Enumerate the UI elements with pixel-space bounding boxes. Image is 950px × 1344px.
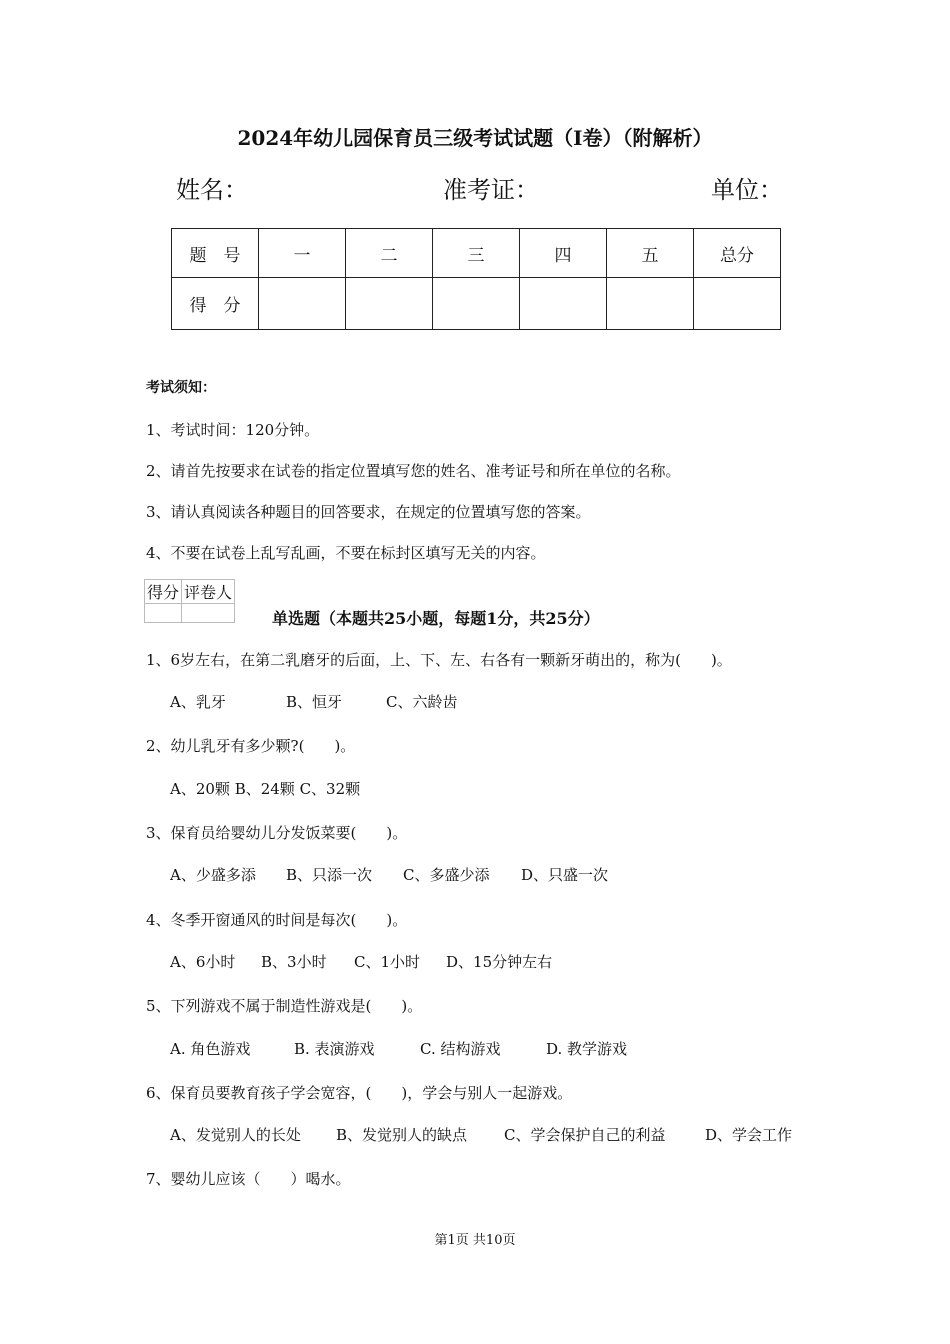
- question-options: [170, 1124, 792, 1145]
- grader-label: 评卷人: [182, 580, 235, 604]
- header-cell: 题 号: [172, 229, 259, 278]
- question-options: [170, 951, 552, 972]
- score-table-header-row: [172, 229, 781, 278]
- row-label: 得 分: [172, 278, 259, 330]
- header-cell: 总分: [694, 229, 781, 278]
- notice-item: 1、考试时间：120分钟。: [146, 421, 320, 439]
- question-text: 4、冬季开窗通风的时间是每次( )。: [146, 911, 408, 929]
- score-cell[interactable]: [694, 278, 781, 330]
- page-title: 2024年幼儿园保育员三级考试试题（I卷）（附解析）: [237, 126, 713, 150]
- option: B、发觉别人的缺点: [336, 1126, 468, 1144]
- notice-heading: 考试须知：: [146, 380, 216, 396]
- option: A. 角色游戏: [170, 1040, 251, 1058]
- option: A、发觉别人的长处: [170, 1126, 301, 1144]
- header-cell: 三: [433, 229, 520, 278]
- score-cell[interactable]: [346, 278, 433, 330]
- option: D、15分钟左右: [446, 953, 553, 971]
- page-footer: 第1页 共10页: [434, 1233, 516, 1248]
- option: D. 教学游戏: [546, 1040, 628, 1058]
- notice-item: 4、不要在试卷上乱写乱画，不要在标封区填写无关的内容。: [146, 544, 546, 562]
- question-text: 1、6岁左右，在第二乳磨牙的后面，上、下、左、右各有一颗新牙萌出的，称为( )。: [146, 651, 732, 669]
- option: A、少盛多添: [170, 866, 256, 884]
- score-cell[interactable]: [520, 278, 607, 330]
- exam-id-label: 准考证：: [443, 176, 539, 204]
- option: C、学会保护自己的利益: [504, 1126, 666, 1144]
- score-cell[interactable]: [607, 278, 694, 330]
- question-text: 5、下列游戏不属于制造性游戏是( )。: [146, 997, 423, 1015]
- score-cell[interactable]: [433, 278, 520, 330]
- score-cell[interactable]: [259, 278, 346, 330]
- grader-score-label: 得分: [145, 580, 182, 604]
- question-options: [170, 778, 360, 799]
- header-cell: 五: [607, 229, 694, 278]
- question-options: [170, 1038, 627, 1059]
- option: C、1小时: [354, 953, 421, 971]
- grader-name-cell[interactable]: [182, 604, 235, 623]
- option: C. 结构游戏: [420, 1040, 501, 1058]
- question-text: 2、幼儿乳牙有多少颗?( )。: [146, 737, 356, 755]
- question-text: 7、婴幼儿应该（ ）喝水。: [146, 1170, 351, 1188]
- option: B、只添一次: [286, 866, 373, 884]
- option: B、3小时: [261, 953, 327, 971]
- option: D、学会工作: [705, 1126, 793, 1144]
- option: B. 表演游戏: [294, 1040, 375, 1058]
- score-table-score-row: [172, 278, 781, 330]
- grader-box: [144, 579, 235, 623]
- section-title: 单选题（本题共25小题，每题1分，共25分）: [272, 609, 600, 628]
- question-options: [170, 864, 608, 885]
- option: A、乳牙: [170, 693, 226, 711]
- score-table: [171, 228, 781, 330]
- option: A、6小时: [170, 953, 236, 971]
- grader-score-cell[interactable]: [145, 604, 182, 623]
- option: C、六龄齿: [386, 693, 458, 711]
- name-label: 姓名：: [176, 176, 248, 204]
- option: A、20颗 B、24颗 C、32颗: [170, 780, 361, 798]
- question-text: 3、保育员给婴幼儿分发饭菜要( )。: [146, 824, 408, 842]
- option: D、只盛一次: [521, 866, 609, 884]
- header-cell: 四: [520, 229, 607, 278]
- unit-label: 单位：: [711, 176, 783, 204]
- header-cell: 二: [346, 229, 433, 278]
- option: C、多盛少添: [403, 866, 490, 884]
- header-cell: 一: [259, 229, 346, 278]
- question-text: 6、保育员要教育孩子学会宽容，( )，学会与别人一起游戏。: [146, 1084, 573, 1102]
- question-options: [170, 691, 457, 712]
- option: B、恒牙: [286, 693, 343, 711]
- notice-item: 2、请首先按要求在试卷的指定位置填写您的姓名、准考证号和所在单位的名称。: [146, 462, 681, 480]
- notice-item: 3、请认真阅读各种题目的回答要求，在规定的位置填写您的答案。: [146, 503, 591, 521]
